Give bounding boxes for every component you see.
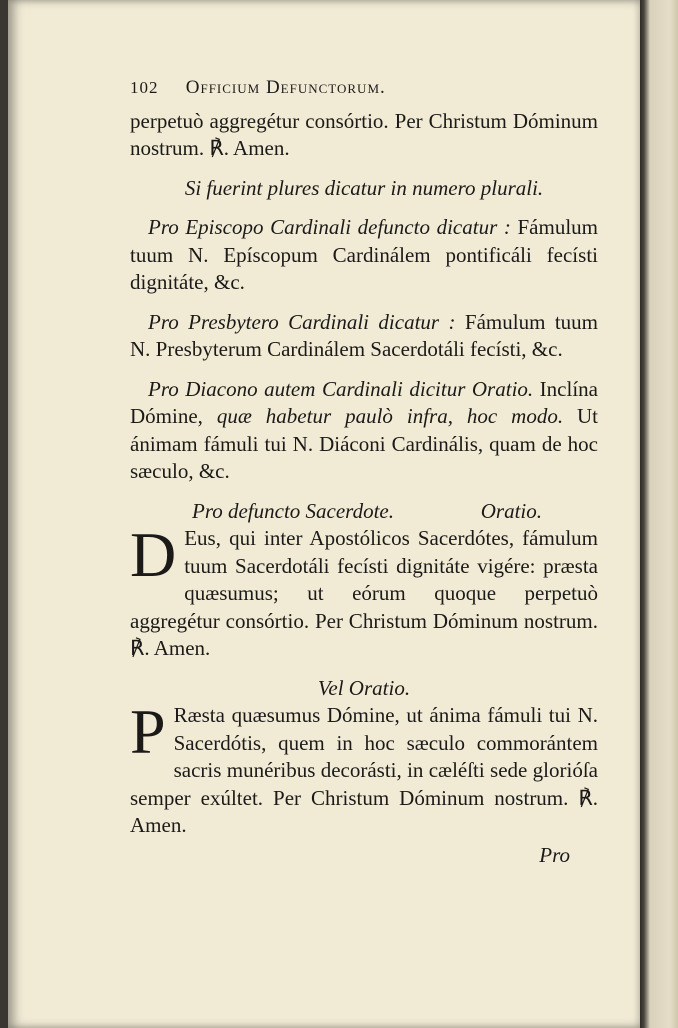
- rubric: quæ habetur paulò infra, hoc modo.: [216, 404, 564, 428]
- catchword: Pro: [539, 842, 570, 867]
- running-title: Officium Defunctorum.: [185, 77, 386, 98]
- drop-cap: P: [130, 696, 166, 767]
- text-line: perpetuò aggregétur consórtio. Per Christum Dóminum nostrum. ℟. Amen.: [130, 108, 598, 160]
- page-number: 102: [130, 78, 159, 97]
- prayer-text: Ræsta quæsumus Dómine, ut ánima fámuli tui N. Sacerdótis, quem in hoc sæculo commorántem sacris munéribus decorásti, in cæléſti sede glorióſa semper exúltet. Per Christum Dóminum nostrum. ℟. Amen.: [130, 703, 598, 837]
- paragraph-presbyter: [130, 309, 598, 364]
- text: Ut ánimam fámuli tui N. Diáconi Cardinális, quam de hoc sæculo, &c.: [130, 404, 599, 483]
- text: Fámulum tuum N. Epíscopum Cardinálem pontificáli fecísti dignitáte, &c.: [130, 215, 598, 294]
- prayer-text: Eus, qui inter Apostólicos Sacerdótes, fámulum tuum Sacerdotáli fecísti dignitáte vigére: præsta quæsumus; ut eórum quoque perpetuò aggregétur consórtio. Per Christum Dóminum nostrum. ℟. Amen.: [130, 526, 598, 660]
- page-text: [130, 74, 598, 869]
- prayer-heading: [130, 498, 598, 526]
- paragraph-bishop: [130, 214, 598, 297]
- prayer-paragraph: [130, 696, 598, 840]
- prayer-heading: Vel Oratio.: [317, 675, 411, 700]
- rubric: Pro Presbytero Cardinali dicatur :: [148, 309, 456, 334]
- drop-cap: D: [130, 519, 177, 590]
- heading-left: Pro defuncto Sacerdote.: [192, 498, 394, 523]
- next-page-edge: [640, 0, 678, 1028]
- running-header: [130, 74, 598, 102]
- text: Fámulum tuum N. Presbyterum Cardinálem Sacerdotáli fecísti, &c.: [130, 309, 598, 361]
- prayer-paragraph: [130, 519, 598, 663]
- heading-right: Oratio.: [480, 498, 542, 523]
- rubric: Pro Diacono autem Cardinali dicitur Oratio.: [148, 376, 534, 401]
- text: Inclína Dómine,: [130, 376, 598, 428]
- paragraph-deacon: [130, 376, 598, 486]
- rubric: Pro Episcopo Cardinali defuncto dicatur :: [148, 215, 511, 239]
- rubric: Si fuerint plures dicatur in numero plurali.: [184, 175, 544, 200]
